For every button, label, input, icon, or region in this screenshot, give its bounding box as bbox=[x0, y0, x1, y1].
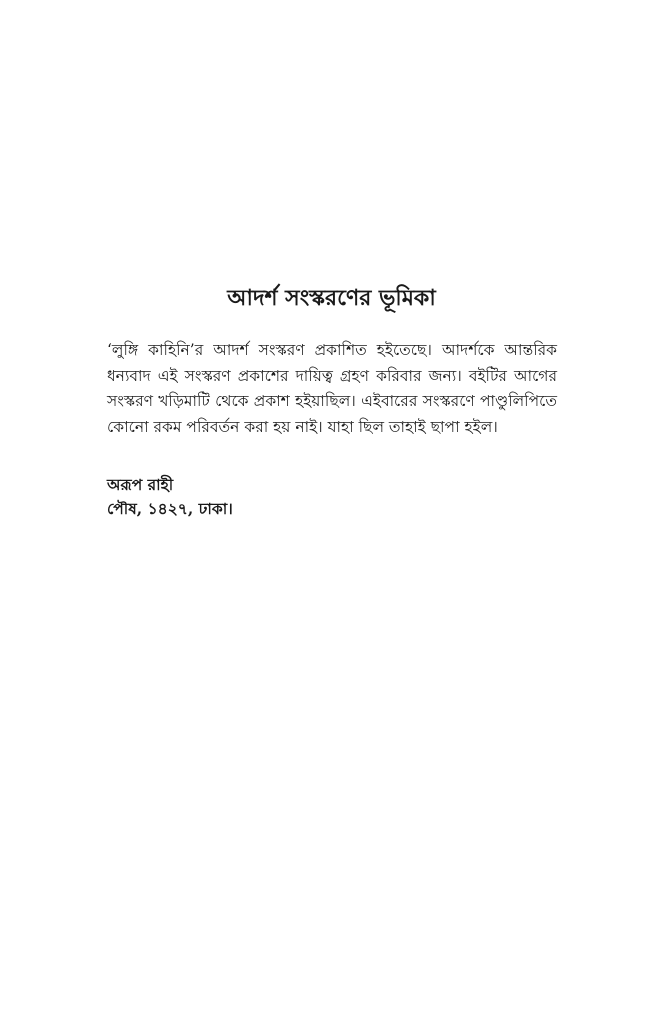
signature-block bbox=[107, 473, 557, 521]
preface-paragraph: ‘লুঙ্গি কাহিনি’র আদর্শ সংস্করণ প্রকাশিত হইতেছে। আদর্শকে আন্তরিক ধন্যবাদ এই সংস্করণ প্রকাশের দায়িত্ব গ্রহণ করিবার জন্য। বইটির আগের সংস্করণ খড়িমাটি থেকে প্রকাশ হইয়াছিল। এইবারের সংস্করণে পাণ্ডুলিপিতে কোনো রকম পরিবর্তন করা হয় নাই। যাহা ছিল তাহাই ছাপা হইল। bbox=[107, 341, 557, 436]
author-name: অরূপ রাহী bbox=[107, 475, 174, 494]
date-place: পৌষ, ১৪২৭, ঢাকা। bbox=[107, 499, 233, 518]
page-title: আদর্শ সংস্করণের ভূমিকা bbox=[227, 285, 436, 311]
